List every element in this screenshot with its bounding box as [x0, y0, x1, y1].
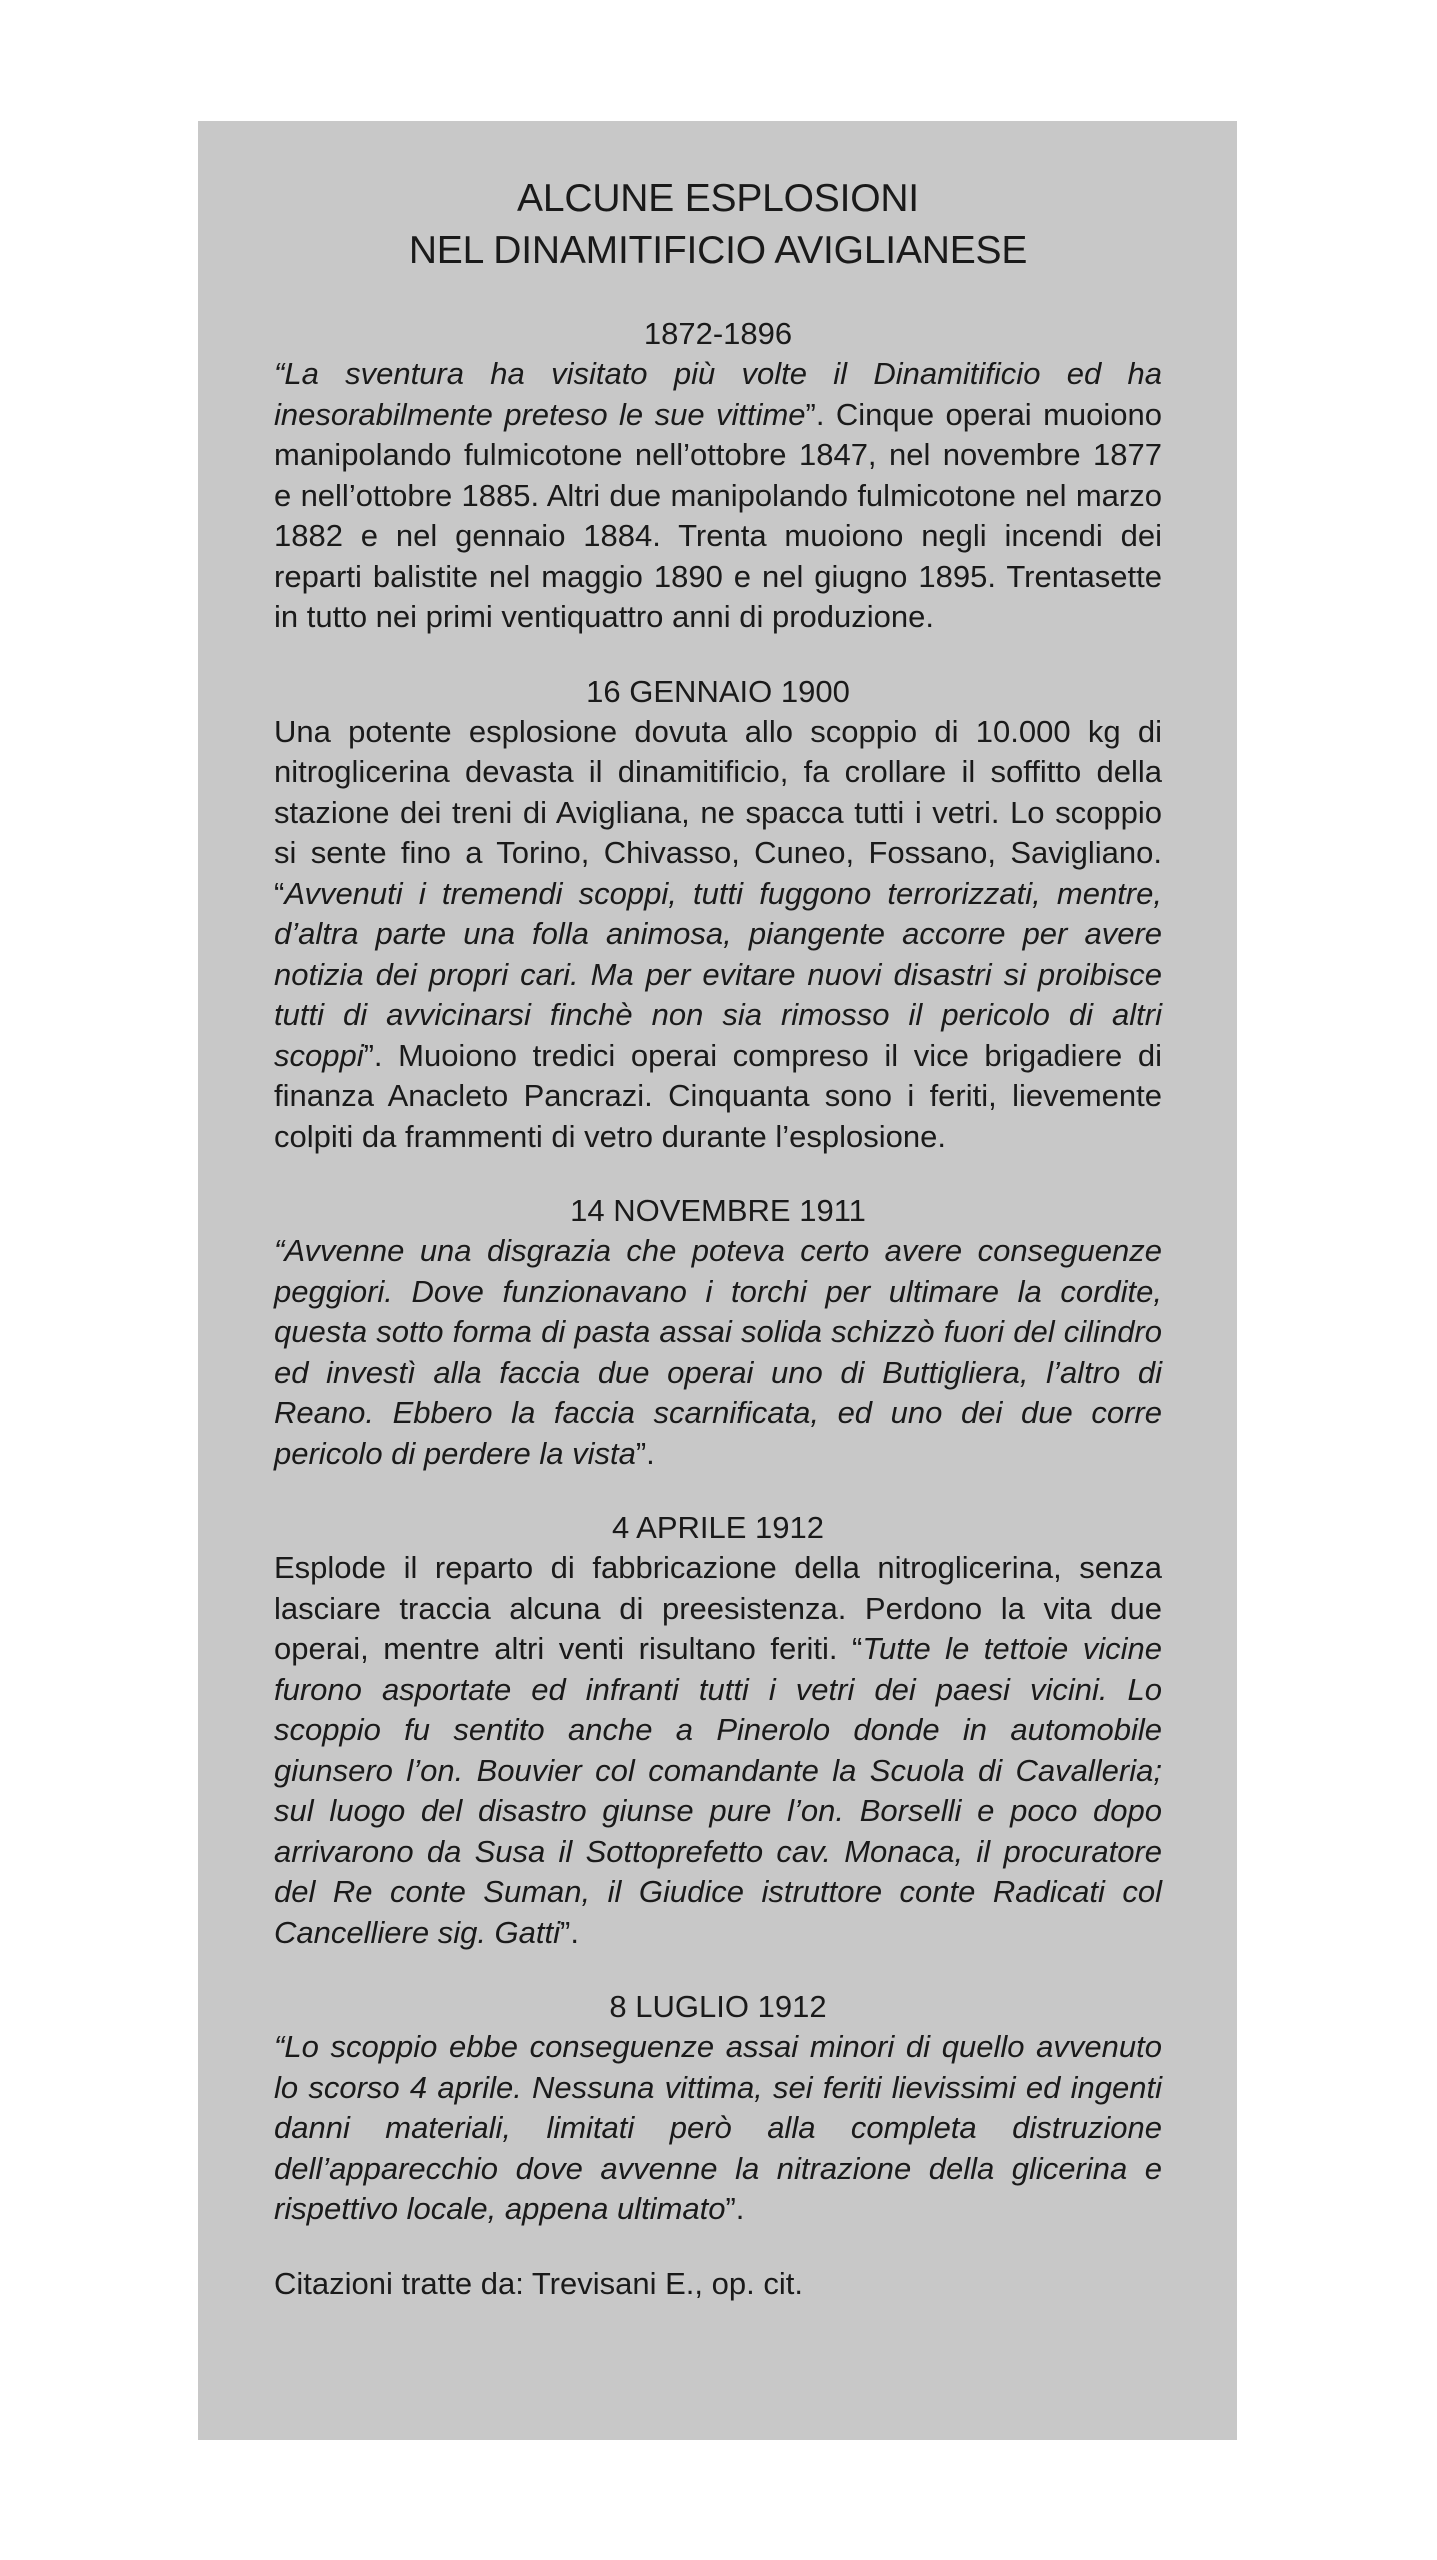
- event-date-heading: 8 LUGLIO 1912: [609, 1989, 827, 2024]
- event-section: [274, 672, 1162, 1158]
- body-text: Una potente esplosione dovuta allo scoppio di 10.000 kg di nitroglicerina devasta il dinamitificio, fa crollare il soffitto della stazione dei treni di Avigliana, ne spacca tutti i vetri. Lo scoppio si sente fino a Torino, Chivasso, Cuneo, Fossano, Savigliano. “: [274, 713, 1162, 911]
- title-line-1: ALCUNE ESPLOSIONI: [517, 177, 919, 220]
- quoted-text: Avvenuti i tremendi scoppi, tutti fuggono terrorizzati, mentre, d’altra parte una folla animosa, piangente accorre per avere notizia dei propri cari. Ma per evitare nuovi disastri si proibisce tutti di avvicinarsi finchè non sia rimosso il pericolo di altri scoppi: [274, 875, 1162, 1073]
- quoted-text: “Avvenne una disgrazia che poteva certo avere conseguenze peggiori. Dove funzionavano i torchi per ultimare la cordite, questa sotto forma di pasta assai solida schizzò fuori del cilindro ed investì alla faccia due operai uno di Buttigliera, l’altro di Reano. Ebbero la faccia scarnificata, ed uno dei due corre pericolo di perdere la vista: [274, 1233, 1162, 1471]
- event-date-heading: 16 GENNAIO 1900: [586, 673, 850, 709]
- quoted-text: “La sventura ha visitato più volte il Dinamitificio ed ha inesorabilmente preteso le sue vittime: [274, 356, 1162, 432]
- document-panel: [198, 121, 1237, 2440]
- event-description: [274, 1548, 1162, 1953]
- quoted-text: “Lo scoppio ebbe conseguenze assai minori di quello avvenuto lo scorso 4 aprile. Nessuna vittima, sei feriti lievissimi ed ingenti danni materiali, limitati però alla completa distruzione dell’apparecchio dove avvenne la nitrazione della glicerina e rispettivo locale, appena ultimato: [274, 2029, 1162, 2226]
- body-text: ”.: [635, 1435, 655, 1471]
- event-section: [274, 1508, 1162, 1953]
- page-title: [274, 173, 1162, 277]
- event-description: [274, 712, 1162, 1158]
- event-date-heading: 4 APRILE 1912: [612, 1510, 824, 1545]
- quoted-text: Tutte le tettoie vicine furono asportate ed infranti tutti i vetri dei paesi vicini. Lo scoppio fu sentito anche a Pinerolo donde in automobile giunsero l’on. Bouvier col comandante la Scuola di Cavalleria; sul luogo del disastro giunse pure l’on. Borselli e poco dopo arrivarono da Susa il Sottoprefetto cav. Monaca, il procuratore del Re conte Suman, il Giudice istruttore conte Radicati col Cancelliere sig. Gatti: [274, 1631, 1162, 1950]
- body-text: Esplode il reparto di fabbricazione della nitroglicerina, senza lasciare traccia alcuna di preesistenza. Perdono la vita due operai, mentre altri venti risultano feriti. “: [274, 1550, 1162, 1666]
- event-description: [274, 354, 1162, 638]
- body-text: ”. Muoiono tredici operai compreso il vice brigadiere di finanza Anacleto Pancrazi. Cinquanta sono i feriti, lievemente colpiti da frammenti di vetro durante l’esplosione.: [274, 1037, 1162, 1154]
- citation-footer: Citazioni tratte da: Trevisani E., op. cit.: [274, 2265, 803, 2301]
- title-line-2: NEL DINAMITIFICIO AVIGLIANESE: [408, 229, 1028, 272]
- event-description: [274, 2027, 1162, 2230]
- event-section: [274, 314, 1162, 638]
- event-date-heading: 14 NOVEMBRE 1911: [570, 1193, 866, 1228]
- sections-container: [274, 314, 1162, 2230]
- event-description: [274, 1231, 1162, 1474]
- event-section: [274, 1191, 1162, 1474]
- body-text: ”. Cinque operai muoiono manipolando fulmicotone nell’ottobre 1847, nel novembre 1877 e nell’ottobre 1885. Altri due manipolando fulmicotone nel marzo 1882 e nel gennaio 1884. Trenta muoiono negli incendi dei reparti balistite nel maggio 1890 e nel giugno 1895. Trentasette in tutto nei primi ventiquattro anni di produzione.: [274, 396, 1162, 634]
- body-text: ”.: [725, 2191, 745, 2226]
- body-text: ”.: [560, 1914, 579, 1950]
- event-date-heading: 1872-1896: [643, 316, 793, 351]
- event-section: [274, 1987, 1162, 2230]
